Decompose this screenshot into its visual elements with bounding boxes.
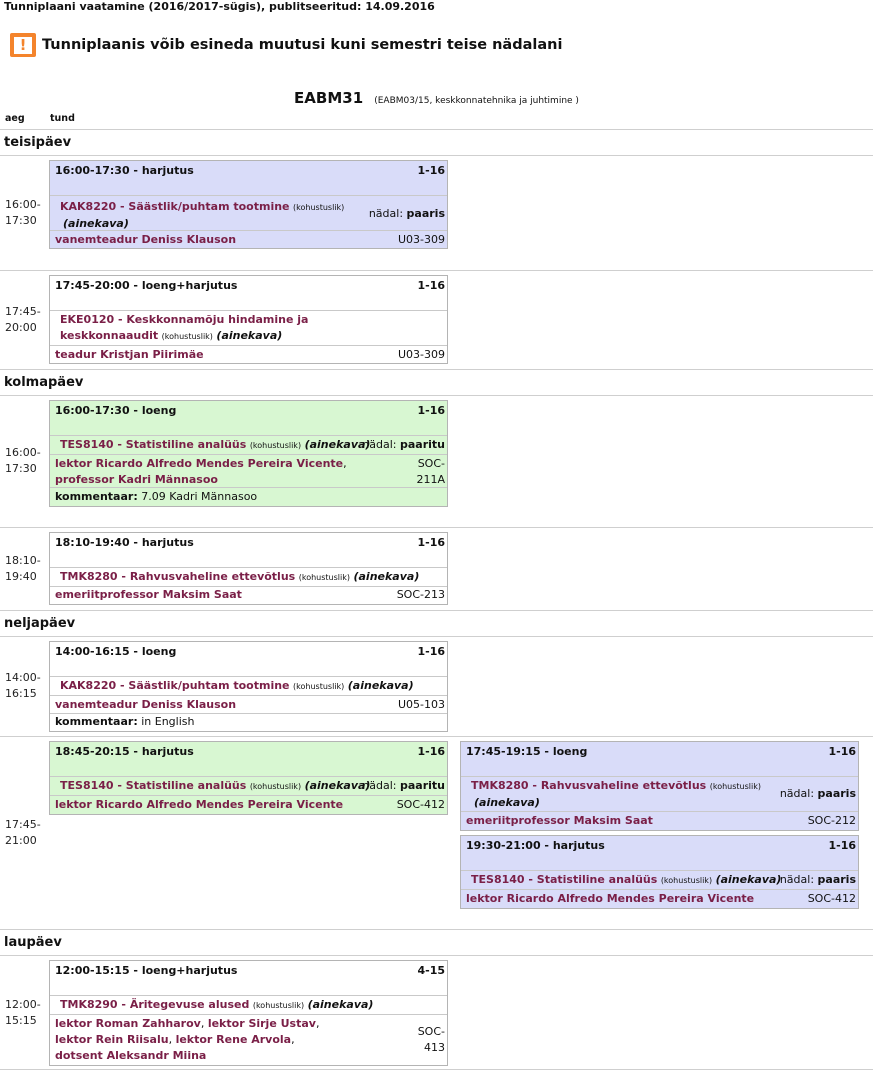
course-link[interactable]: TES8140 - Statistiline analüüs bbox=[471, 873, 658, 886]
divider bbox=[0, 527, 873, 528]
divider bbox=[0, 270, 873, 271]
course-link[interactable]: KAK8220 - Säästlik/puhtam tootmine bbox=[60, 200, 290, 213]
lesson-header: 12:00-15:15 - loeng+harjutus 4-15 bbox=[50, 961, 447, 996]
teacher-link[interactable]: emeriitprofessor Maksim Saat bbox=[55, 588, 242, 601]
lesson-course-row: TMK8290 - Äritegevuse alused (kohustuslik) (ainekava) bbox=[50, 996, 447, 1015]
lesson-course-row: TES8140 - Statistiline analüüs (kohustuslik) (ainekava) nädal: paaris bbox=[461, 871, 858, 890]
teacher-link[interactable]: lektor Rein Riisalu bbox=[55, 1033, 169, 1046]
room: SOC-412 bbox=[807, 892, 856, 905]
lesson-card bbox=[49, 275, 448, 364]
ainekava-link[interactable]: (ainekava) bbox=[715, 873, 782, 886]
lesson-teacher-row bbox=[50, 796, 447, 814]
teacher-link[interactable]: dotsent Aleksandr Miina bbox=[55, 1049, 207, 1062]
room: U03-309 bbox=[397, 233, 445, 246]
teacher-link[interactable]: professor Kadri Männasoo bbox=[55, 473, 218, 486]
time-label: 16:00- 17:30 bbox=[5, 198, 41, 227]
lesson-card bbox=[460, 835, 859, 909]
teacher-link[interactable]: lektor Rene Arvola bbox=[175, 1033, 292, 1046]
notice-text: Tunniplaanis võib esineda muutusi kuni semestri teise nädalani bbox=[42, 37, 563, 53]
ainekava-link[interactable]: (ainekava) bbox=[63, 217, 129, 230]
page-header-title: Tunniplaani vaatamine (2016/2017-sügis), publitseeritud: 14.09.2016 bbox=[4, 0, 435, 13]
lesson-course-row: TMK8280 - Rahvusvaheline ettevõtlus (kohustuslik) (ainekava) nädal: paaris bbox=[461, 777, 858, 812]
lesson-course-row: TMK8280 - Rahvusvaheline ettevõtlus (kohustuslik) (ainekava) bbox=[50, 568, 447, 587]
week-parity: paaritu bbox=[399, 779, 445, 792]
lesson-card bbox=[49, 400, 448, 507]
warning-icon: ! bbox=[10, 33, 36, 57]
group-title bbox=[0, 88, 873, 107]
ainekava-link[interactable]: (ainekava) bbox=[347, 679, 414, 692]
teacher-link[interactable]: lektor Roman Zahharov bbox=[55, 1017, 201, 1030]
divider bbox=[0, 736, 873, 737]
lesson-comment-row: kommentaar: in English bbox=[55, 715, 195, 728]
week-parity: paaritu bbox=[399, 438, 445, 451]
lesson-teacher-row: lektor Roman Zahharov, lektor Sirje Ustav, lektor Rein Riisalu, lektor Rene Arvola, dotsent Aleksandr Miina SOC- 413 bbox=[55, 1017, 445, 1062]
lesson-card bbox=[49, 641, 448, 732]
course-link[interactable]: TMK8290 - Äritegevuse alused bbox=[60, 998, 250, 1011]
comment-text: 7.09 Kadri Männasoo bbox=[141, 490, 258, 503]
comment-text: in English bbox=[141, 715, 195, 728]
time-label: 16:00- 17:30 bbox=[5, 446, 41, 475]
teacher-link[interactable]: teadur Kristjan Piirimäe bbox=[55, 348, 204, 361]
divider bbox=[0, 929, 873, 930]
lesson-course-row: TES8140 - Statistiline analüüs (kohustuslik) (ainekava) nädal: paaritu bbox=[50, 436, 447, 455]
column-header-time: aeg bbox=[5, 113, 25, 124]
lesson-teacher-row bbox=[50, 346, 447, 364]
lesson-teacher-row bbox=[461, 890, 858, 908]
lesson-course-row: EKE0120 - Keskkonnamõju hindamine ja keskkonnaaudit (kohustuslik) (ainekava) bbox=[50, 311, 447, 346]
teacher-link[interactable]: lektor Ricardo Alfredo Mendes Pereira Vicente bbox=[466, 892, 755, 905]
time-label: 17:45- 21:00 bbox=[5, 818, 41, 847]
week-parity: paaris bbox=[817, 873, 856, 886]
divider bbox=[0, 610, 873, 611]
room: SOC-412 bbox=[396, 798, 445, 811]
day-header-saturday: laupäev bbox=[4, 935, 62, 950]
ainekava-link[interactable]: (ainekava) bbox=[216, 329, 283, 342]
lesson-card bbox=[49, 532, 448, 605]
lesson-header: 18:10-19:40 - harjutus 1-16 bbox=[50, 533, 447, 568]
divider bbox=[0, 369, 873, 370]
day-header-wednesday: kolmapäev bbox=[4, 375, 84, 390]
course-link[interactable]: keskkonnaaudit bbox=[60, 329, 159, 342]
ainekava-link[interactable]: (ainekava) bbox=[307, 998, 374, 1011]
day-header-thursday: neljapäev bbox=[4, 616, 76, 631]
course-link[interactable]: EKE0120 - Keskkonnamõju hindamine ja bbox=[60, 313, 309, 326]
lesson-header: 17:45-19:15 - loeng 1-16 bbox=[461, 742, 858, 777]
schedule-notice bbox=[10, 33, 562, 57]
group-description: (EABM03/15, keskkonnatehnika ja juhtimine ) bbox=[374, 96, 579, 106]
lesson-card bbox=[49, 160, 448, 249]
lesson-card bbox=[49, 741, 448, 815]
course-link[interactable]: TES8140 - Statistiline analüüs bbox=[60, 779, 247, 792]
room: U03-309 bbox=[397, 348, 445, 361]
lesson-course-row: TES8140 - Statistiline analüüs (kohustuslik) (ainekava) nädal: paaritu bbox=[50, 777, 447, 796]
room: SOC-212 bbox=[807, 814, 856, 827]
room: SOC-213 bbox=[396, 588, 445, 601]
teacher-link[interactable]: lektor Sirje Ustav bbox=[207, 1017, 316, 1030]
group-code: EABM31 bbox=[294, 89, 364, 107]
lesson-header: 19:30-21:00 - harjutus 1-16 bbox=[461, 836, 858, 871]
lesson-course-row: KAK8220 - Säästlik/puhtam tootmine (kohustuslik) (ainekava) nädal: paaris bbox=[50, 196, 447, 231]
lesson-card bbox=[49, 960, 448, 1066]
divider bbox=[0, 1069, 873, 1070]
time-label: 18:10- 19:40 bbox=[5, 554, 41, 583]
teacher-link[interactable]: vanemteadur Deniss Klauson bbox=[55, 698, 237, 711]
divider bbox=[0, 395, 873, 396]
week-parity: paaris bbox=[406, 207, 445, 220]
divider bbox=[0, 155, 873, 156]
week-parity: paaris bbox=[817, 787, 856, 800]
ainekava-link[interactable]: (ainekava) bbox=[353, 570, 420, 583]
lesson-card bbox=[460, 741, 859, 831]
lesson-teacher-row: lektor Ricardo Alfredo Mendes Pereira Vicente, professor Kadri Männasoo SOC- 211A bbox=[50, 455, 447, 488]
day-header-tuesday: teisipäev bbox=[4, 135, 72, 150]
column-header-lesson: tund bbox=[50, 113, 75, 124]
divider bbox=[0, 129, 873, 130]
lesson-teacher-row bbox=[461, 812, 858, 830]
teacher-link[interactable]: lektor Ricardo Alfredo Mendes Pereira Vicente bbox=[55, 798, 344, 811]
divider bbox=[0, 636, 873, 637]
lesson-teacher-row bbox=[50, 696, 447, 714]
lesson-header: 16:00-17:30 - loeng 1-16 bbox=[50, 401, 447, 436]
time-label: 12:00- 15:15 bbox=[5, 998, 41, 1027]
room: SOC- 211A bbox=[416, 457, 445, 486]
teacher-link[interactable]: lektor Ricardo Alfredo Mendes Pereira Vicente bbox=[55, 457, 344, 470]
divider bbox=[0, 955, 873, 956]
time-label: 14:00- 16:15 bbox=[5, 671, 41, 700]
course-link[interactable]: KAK8220 - Säästlik/puhtam tootmine bbox=[60, 679, 290, 692]
ainekava-link[interactable]: (ainekava) bbox=[474, 796, 540, 809]
course-link[interactable]: TMK8280 - Rahvusvaheline ettevõtlus bbox=[60, 570, 296, 583]
lesson-comment-row: kommentaar: 7.09 Kadri Männasoo bbox=[55, 490, 258, 503]
course-link[interactable]: TES8140 - Statistiline analüüs bbox=[60, 438, 247, 451]
lesson-course-row: KAK8220 - Säästlik/puhtam tootmine (kohustuslik) (ainekava) bbox=[50, 677, 447, 696]
lesson-header: 16:00-17:30 - harjutus 1-16 bbox=[50, 161, 447, 196]
ainekava-link[interactable]: (ainekava) bbox=[304, 438, 371, 451]
time-label: 17:45- 20:00 bbox=[5, 305, 41, 334]
course-link[interactable]: TMK8280 - Rahvusvaheline ettevõtlus bbox=[471, 779, 707, 792]
teacher-link[interactable]: emeriitprofessor Maksim Saat bbox=[466, 814, 653, 827]
lesson-teacher-row bbox=[50, 587, 447, 604]
teacher-link[interactable]: vanemteadur Deniss Klauson bbox=[55, 233, 237, 246]
lesson-header: 18:45-20:15 - harjutus 1-16 bbox=[50, 742, 447, 777]
ainekava-link[interactable]: (ainekava) bbox=[304, 779, 371, 792]
lesson-header: 17:45-20:00 - loeng+harjutus 1-16 bbox=[50, 276, 447, 311]
room: SOC- 413 bbox=[417, 1025, 445, 1054]
lesson-header: 14:00-16:15 - loeng 1-16 bbox=[50, 642, 447, 677]
lesson-teacher-row bbox=[50, 231, 447, 249]
room: U05-103 bbox=[397, 698, 445, 711]
